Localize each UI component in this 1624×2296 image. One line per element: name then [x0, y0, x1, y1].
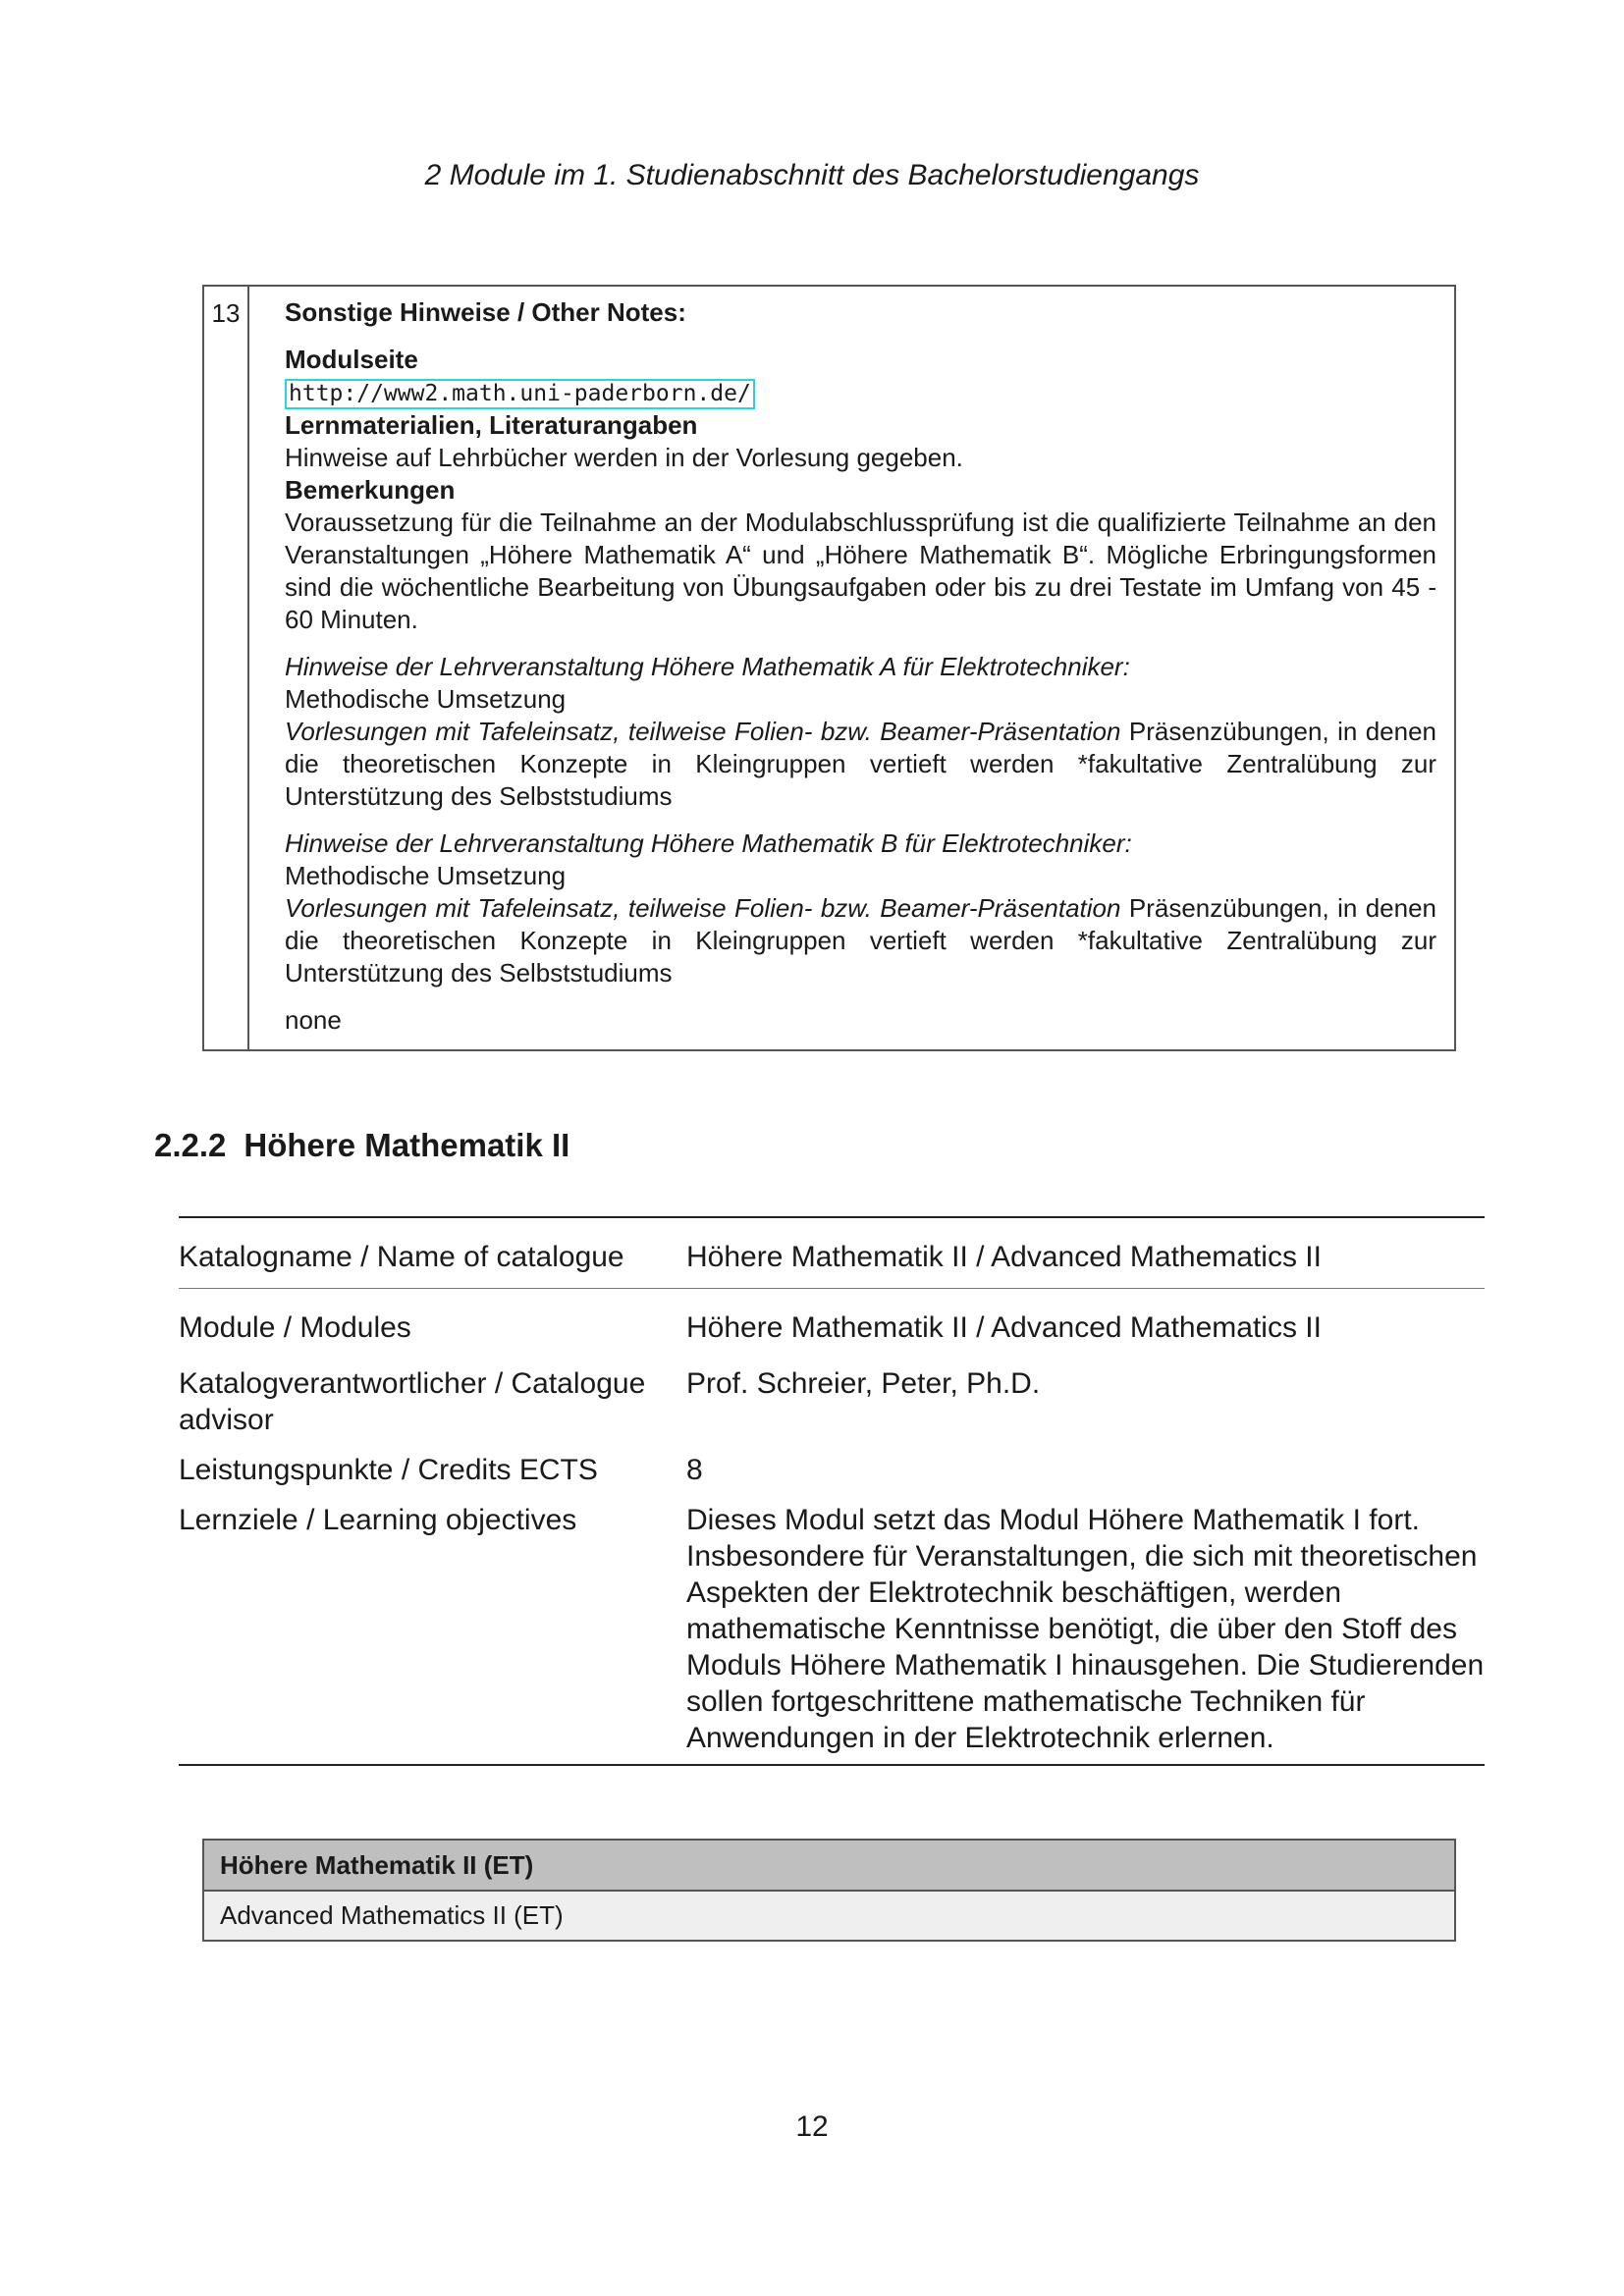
table-row [179, 1289, 1485, 1346]
materials-text: Hinweise auf Lehrbücher werden in der Vorlesung gegeben. [285, 443, 963, 472]
table-row [179, 1346, 1485, 1438]
course-b-method [285, 892, 1436, 989]
notes-table [202, 285, 1456, 1051]
catalogue-header-label: Katalogname / Name of catalogue [179, 1241, 624, 1273]
row-number: 13 [204, 287, 249, 1049]
page-number: 12 [795, 2110, 829, 2143]
course-a-heading: Hinweise der Lehrveranstaltung Höhere Mathematik A für Elektrotechniker: [285, 652, 1130, 681]
course-title: Höhere Mathematik II (ET) [204, 1841, 1454, 1892]
course-b-method-label: Methodische Umsetzung [285, 861, 567, 890]
materials-label: Lernmaterialien, Literaturangaben [285, 410, 698, 440]
running-header: 2 Module im 1. Studienabschnitt des Bachelorstudiengangs [424, 159, 1200, 191]
advisor-label: Katalogverantwortlicher / Catalogue advisor [179, 1367, 646, 1436]
course-box [202, 1839, 1456, 1942]
module-label: Module / Modules [179, 1311, 411, 1344]
course-b-method-text: Präsenzübungen, in denen die theoretischen Konzepte in Kleingruppen vertieft werden *fakultative Zentralübung zur Unterstützung des Selbststudiums [285, 893, 1436, 988]
catalogue-table [179, 1216, 1485, 1766]
remarks-text: Voraussetzung für die Teilnahme an der Modulabschlussprüfung ist die qualifizierte Teilnahme an den Veranstaltungen „Höhere Mathematik A“ und „Höhere Mathematik B“. Mögliche Erbringungsformen sind die wöchentliche Bearbeitung von Übungsaufgaben oder bis zu drei Testate im Umfang von 45 - 60 Minuten. [285, 507, 1436, 634]
notes-heading: Sonstige Hinweise / Other Notes: [285, 297, 686, 327]
course-b-method-italic: Vorlesungen mit Tafeleinsatz, teilweise Folien- bzw. Beamer-Präsentation [285, 893, 1121, 923]
course-a-method-text: Präsenzübungen, in denen die theoretischen Konzepte in Kleingruppen vertieft werden *fakultative Zentralübung zur Unterstützung des Selbststudiums [285, 717, 1436, 811]
catalogue-header-row [179, 1218, 1485, 1288]
advisor-value: Prof. Schreier, Peter, Ph.D. [686, 1367, 1041, 1400]
course-a-method-label: Methodische Umsetzung [285, 684, 567, 714]
section-title: Höhere Mathematik II [244, 1127, 570, 1163]
module-page-link[interactable]: http://www2.math.uni-paderborn.de/ [285, 379, 755, 409]
section-heading [154, 1127, 569, 1164]
objectives-value: Dieses Modul setzt das Modul Höhere Mathematik I fort. Insbesondere für Veranstaltungen, die sich mit theoretischen Aspekten der Elektrotechnik beschäftigen, werden mathematische Kenntnisse benötigt, die über den Stoff des Moduls Höhere Mathematik I hinausgehen. Die Studierenden sollen fortgeschrittene mathematische Techniken für Anwendungen in der Elektrotechnik erlernen. [686, 1504, 1485, 1754]
course-a-method-italic: Vorlesungen mit Tafeleinsatz, teilweise Folien- bzw. Beamer-Präsentation [285, 717, 1121, 746]
module-page-label: Modulseite [285, 345, 418, 374]
table-row [179, 1438, 1485, 1488]
module-value: Höhere Mathematik II / Advanced Mathematics II [686, 1311, 1322, 1344]
objectives-label: Lernziele / Learning objectives [179, 1504, 577, 1536]
course-subtitle: Advanced Mathematics II (ET) [204, 1892, 1454, 1940]
credits-label: Leistungspunkte / Credits ECTS [179, 1454, 598, 1486]
catalogue-header-value: Höhere Mathematik II / Advanced Mathematics II [686, 1241, 1322, 1273]
course-a-method [285, 716, 1436, 813]
table-row [179, 1488, 1485, 1764]
notes-footer-text: none [285, 1005, 342, 1035]
course-b-heading: Hinweise der Lehrveranstaltung Höhere Mathematik B für Elektrotechniker: [285, 828, 1132, 858]
section-number: 2.2.2 [154, 1127, 227, 1163]
table-bottom-rule [179, 1764, 1485, 1766]
remarks-label: Bemerkungen [285, 475, 456, 505]
notes-content [285, 296, 1436, 1037]
credits-value: 8 [686, 1454, 703, 1486]
